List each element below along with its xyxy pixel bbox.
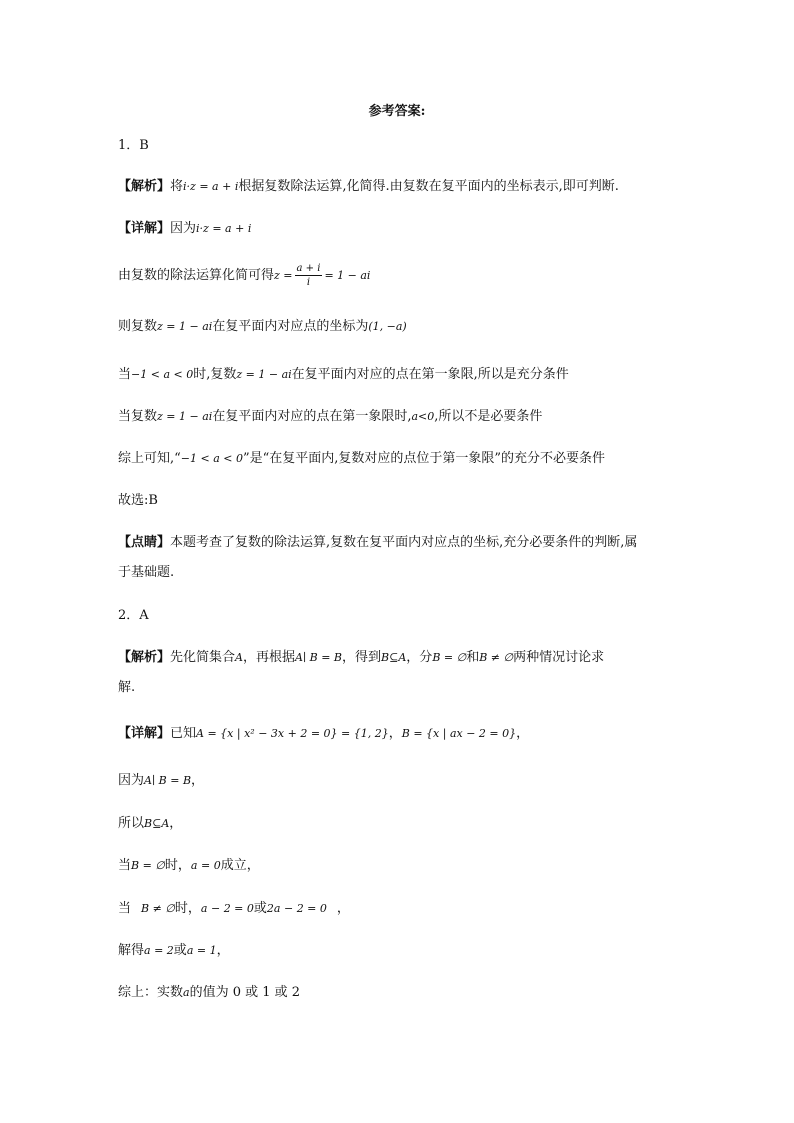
text: ，分	[406, 650, 433, 665]
text: 在复平面内对应点的坐标为	[212, 319, 369, 334]
fraction	[295, 262, 323, 289]
text: ,所以不是必要条件	[434, 409, 543, 424]
formula: z = 1 − ai	[157, 410, 213, 423]
text: 综上：实数	[118, 985, 184, 1000]
q1-step5	[118, 450, 605, 468]
q2-number: 2．A	[118, 608, 149, 623]
formula: A	[235, 651, 243, 664]
text: 综上可知,“	[118, 451, 181, 466]
fraction-numerator: a + i	[296, 263, 321, 274]
text: 已知	[170, 726, 197, 741]
formula: B ≠ ∅	[141, 902, 175, 915]
text: 在复平面内对应的点在第一象限时,	[212, 409, 412, 424]
formula: a − 2 = 0	[200, 902, 254, 915]
analysis-tag: 【解析】	[118, 650, 171, 665]
q2-step1	[118, 772, 204, 790]
text: 本题考查了复数的除法运算,复数在复平面内对应点的坐标,充分必要条件的判断,属	[170, 535, 638, 550]
formula: z =	[274, 269, 293, 282]
q2-step3	[118, 857, 260, 875]
formula: z = 1 − ai	[157, 320, 213, 333]
page-title: 参考答案:	[368, 104, 426, 119]
detail-tag: 【详解】	[118, 726, 171, 741]
formula: 2a − 2 = 0	[266, 902, 327, 915]
formula: a<0	[411, 410, 435, 423]
formula: z = 1 − ai	[236, 368, 292, 381]
text: 时，	[164, 858, 191, 873]
text: 或	[253, 901, 267, 916]
text: 根据复数除法运算,化简得.由复数在复平面内的坐标表示,即可判断.	[238, 179, 619, 194]
set-b-formula: B = {x | ax − 2 = 0}	[401, 727, 517, 740]
q1-analysis	[118, 178, 619, 196]
text: ，得到	[342, 650, 382, 665]
text: 所以	[118, 816, 145, 831]
text: 当	[118, 901, 132, 916]
q2-step5	[118, 942, 230, 960]
q2-conclusion	[118, 984, 300, 1002]
q1-number: 1．B	[118, 138, 149, 153]
formula: B⊆A	[381, 651, 407, 664]
text: 当复数	[118, 409, 158, 424]
q1-comment	[118, 534, 637, 552]
formula: a	[183, 986, 190, 999]
text: ”是“在复平面内,复数对应的点位于第一象限”的充分不必要条件	[242, 451, 606, 466]
text: 的值为 0 或 1 或 2	[189, 985, 301, 1000]
analysis-tag: 【解析】	[118, 179, 171, 194]
text: ，再根据	[242, 650, 295, 665]
formula: a = 1	[186, 944, 217, 957]
q1-step1	[118, 262, 370, 289]
formula: −1 < a < 0	[180, 452, 243, 465]
q1-step4	[118, 408, 542, 426]
text: 因为	[118, 773, 145, 788]
q1-detail	[118, 220, 251, 238]
text: ，	[388, 726, 402, 741]
text: 和	[466, 650, 480, 665]
text: ，	[336, 901, 350, 916]
text: 则复数	[118, 319, 158, 334]
q1-choice: 故选:B	[118, 493, 158, 508]
q2-step2	[118, 815, 182, 833]
text: 成立，	[220, 858, 260, 873]
q1-comment-line2: 于基础题.	[118, 565, 175, 580]
formula: = 1 − ai	[324, 269, 371, 282]
formula: A∣ B = B	[295, 651, 343, 664]
text: 因为	[170, 221, 197, 236]
text: 两种情况讨论求	[513, 650, 605, 665]
text: ，	[191, 773, 205, 788]
q2-analysis	[118, 649, 604, 667]
formula: B ≠ ∅	[479, 651, 514, 664]
formula: (1, −a)	[368, 320, 407, 333]
q2-detail	[118, 725, 529, 743]
formula: i·z = a + i	[196, 222, 252, 235]
detail-tag: 【详解】	[118, 221, 171, 236]
formula: A∣ B = B	[144, 774, 192, 787]
q2-analysis-line2: 解.	[118, 680, 136, 695]
formula: −1 < a < 0	[131, 368, 194, 381]
text: 当	[118, 858, 132, 873]
text: ，	[169, 816, 183, 831]
text: 解得	[118, 943, 145, 958]
text: 时,复数	[193, 367, 237, 382]
text: 在复平面内对应的点在第一象限,所以是充分条件	[291, 367, 569, 382]
text: 或	[173, 943, 187, 958]
text: 将	[170, 179, 184, 194]
text: ，	[216, 943, 230, 958]
text: 时，	[174, 901, 201, 916]
formula: a = 0	[190, 859, 221, 872]
q2-step4	[118, 900, 350, 918]
text: 由复数的除法运算化简可得	[118, 268, 275, 283]
formula: i·z = a + i	[183, 180, 239, 193]
text: 当	[118, 367, 132, 382]
text: 先化简集合	[170, 650, 236, 665]
q1-step3	[118, 366, 569, 384]
fraction-denominator: i	[306, 277, 311, 288]
text: ，	[516, 726, 530, 741]
q1-step2	[118, 318, 407, 336]
formula: B = ∅	[131, 859, 165, 872]
formula: a = 2	[144, 944, 174, 957]
formula: B = ∅	[432, 651, 467, 664]
formula: B⊆A	[144, 817, 170, 830]
set-a-formula: A = {x | x² − 3x + 2 = 0} = {1, 2}	[196, 727, 389, 740]
comment-tag: 【点睛】	[118, 535, 171, 550]
